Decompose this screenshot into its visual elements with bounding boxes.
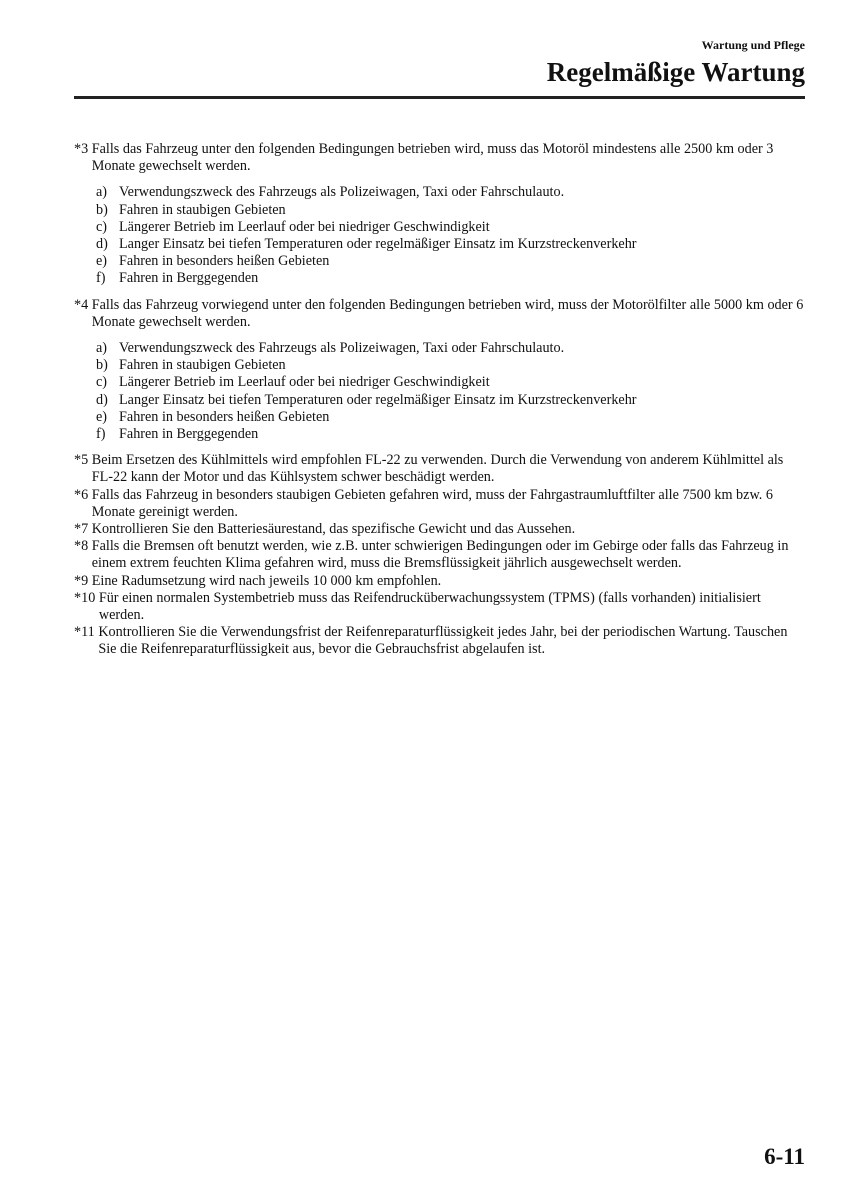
footnote-6 (74, 487, 805, 521)
footnote-marker: *6 (74, 486, 92, 503)
list-item (96, 426, 805, 443)
list-item (96, 340, 805, 357)
list-item-letter: d) (96, 236, 108, 253)
list-item (96, 409, 805, 426)
footnote-text: Kontrollieren Sie den Batteriesäurestand, das spezifische Gewicht und das Aussehen. (91, 521, 576, 538)
footnote-marker: *9 (74, 572, 92, 589)
list-item (96, 374, 805, 391)
footnote-marker: *8 (74, 538, 92, 555)
list-item-letter: d) (96, 391, 108, 408)
list-item (96, 219, 805, 236)
footnote-10 (74, 590, 805, 624)
list-item-letter: a) (96, 184, 108, 201)
list-item (96, 236, 805, 253)
list-item-text: Verwendungszweck des Fahrzeugs als Polizeiwagen, Taxi oder Fahrschulauto. (119, 340, 565, 357)
header-rule (74, 96, 805, 99)
section-title: Wartung und Pflege (701, 38, 805, 52)
footnote-marker: *7 (74, 521, 92, 538)
footnote-marker: *3 (74, 141, 92, 157)
list-item-letter: e) (96, 408, 108, 425)
list-item-text: Längerer Betrieb im Leerlauf oder bei niedriger Geschwindigkeit (119, 218, 490, 235)
list-item-letter: f) (96, 270, 106, 287)
footnote-text: Falls das Fahrzeug vorwiegend unter den folgenden Bedingungen betrieben wird, muss der Motorölfilter alle 5000 km oder 6 Monate gewechselt werden. (91, 296, 804, 330)
list-item-letter: b) (96, 357, 108, 374)
list-item (96, 253, 805, 270)
list-item-letter: a) (96, 340, 108, 357)
list-item-text: Verwendungszweck des Fahrzeugs als Polizeiwagen, Taxi oder Fahrschulauto. (119, 184, 565, 201)
list-item-text: Fahren in besonders heißen Gebieten (119, 253, 330, 270)
condition-list (96, 184, 805, 287)
list-item (96, 392, 805, 409)
list-item (96, 357, 805, 374)
footnote-text: Für einen normalen Systembetrieb muss das Reifendrucküberwachungssystem (TPMS) (falls vorhanden) initialisiert werden. (98, 589, 761, 624)
page-title: Regelmäßige Wartung (546, 57, 805, 87)
list-item-letter: f) (96, 426, 106, 443)
list-item-text: Fahren in Berggegenden (119, 270, 259, 287)
footnote-text: Eine Radumsetzung wird nach jeweils 10 000 km empfohlen. (91, 572, 442, 589)
footnote-7 (74, 521, 805, 538)
list-item-letter: e) (96, 253, 108, 270)
list-item-text: Langer Einsatz bei tiefen Temperaturen oder regelmäßiger Einsatz im Kurzstreckenverkehr (119, 391, 637, 408)
list-item-text: Fahren in staubigen Gebieten (119, 357, 286, 374)
footnote-3 (74, 141, 805, 175)
list-item-text: Längerer Betrieb im Leerlauf oder bei niedriger Geschwindigkeit (119, 374, 490, 391)
footnote-text: Beim Ersetzen des Kühlmittels wird empfohlen FL-22 zu verwenden. Durch die Verwendung von anderem Kühlmittel als FL-22 kann der Motor und das Kühlsystem schwer beschädigt werden. (91, 452, 784, 486)
condition-list (96, 340, 805, 443)
footnote-text: Falls das Fahrzeug unter den folgenden Bedingungen betrieben wird, muss das Motoröl mindestens alle 2500 km oder 3 Monate gewechselt werden. (91, 141, 774, 175)
footnotes (74, 141, 805, 659)
footnote-marker: *4 (74, 296, 92, 313)
list-item-text: Langer Einsatz bei tiefen Temperaturen oder regelmäßiger Einsatz im Kurzstreckenverkehr (119, 236, 637, 253)
footnote-11 (74, 624, 805, 658)
page-header (74, 36, 805, 90)
footnote-marker: *5 (74, 452, 92, 469)
footnote-marker: *10 (74, 589, 99, 606)
list-item-text: Fahren in staubigen Gebieten (119, 201, 286, 218)
list-item-letter: b) (96, 201, 108, 218)
footnote-text: Kontrollieren Sie die Verwendungsfrist der Reifenreparaturflüssigkeit jedes Jahr, bei der periodischen Wartung. Tauschen Sie die Reifenreparaturflüssigkeit aus, bevor die Gebrauchsfrist abgelaufen ist. (98, 624, 788, 658)
footnote-8 (74, 538, 805, 572)
footnote-text: Falls das Fahrzeug in besonders staubigen Gebieten gefahren wird, muss der Fahrgastraumluftfilter alle 7500 km bzw. 6 Monate gereinigt werden. (91, 486, 773, 520)
list-item-text: Fahren in Berggegenden (119, 426, 259, 443)
list-item-text: Fahren in besonders heißen Gebieten (119, 408, 330, 425)
footnote-9 (74, 573, 805, 590)
list-item-letter: c) (96, 374, 108, 391)
list-item (96, 270, 805, 287)
list-item (96, 202, 805, 219)
footnote-marker: *11 (74, 624, 99, 641)
footnote-text: Falls die Bremsen oft benutzt werden, wie z.B. unter schwierigen Bedingungen oder im Gebirge oder falls das Fahrzeug in einem extrem feuchten Klima gefahren wird, muss die Bremsflüssigkeit jährlich ausgewechselt werden. (91, 538, 789, 572)
footnote-5 (74, 452, 805, 486)
list-item-letter: c) (96, 218, 108, 235)
page-number: 6-11 (764, 1144, 805, 1169)
list-item (96, 184, 805, 201)
footnote-4 (74, 297, 805, 331)
